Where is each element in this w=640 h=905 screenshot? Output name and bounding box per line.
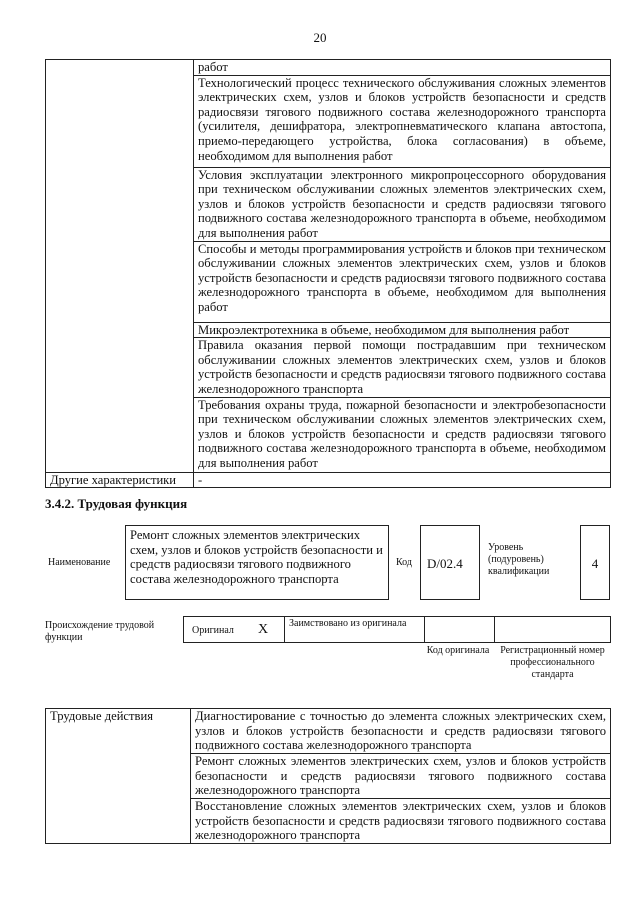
orig-code-caption: Код оригинала [426, 645, 490, 656]
reg-number-caption: Регистрационный номер профессионального стандарта [500, 645, 605, 680]
origin-box [183, 616, 611, 643]
table-row [46, 709, 611, 754]
actions-label: Трудовые действия [46, 709, 191, 844]
row-text: Восстановление сложных элементов электрических схем, узлов и блоков устройств безопасности и средств радиосвязи тягового подвижного состава железнодорожного транспорта [191, 799, 611, 844]
row-text: Диагностирование с точностью до элемента сложных электрических схем, узлов и блоков устройств безопасности и средств радиосвязи тягового подвижного состава железнодорожного транспорта [191, 709, 611, 754]
row-text: Способы и методы программирования устройств и блоков при техническом обслуживании сложных элементов электрических схем, узлов и блоков устройств безопасности и средств радиосвязи тягового подвижного состава железнодорожного транспорта в объеме, необходимом для выполнения работ [194, 241, 611, 322]
original-label: Оригинал [192, 625, 234, 636]
table-row [46, 241, 611, 322]
row-label [46, 60, 194, 76]
row-text: Технологический процесс технического обслуживания сложных элементов электрических схем, узлов и блоков устройств безопасности и средств радиосвязи тягового подвижного состава железнодорожного транспорта (усилителя, дешифратора, электропневматического клапана автостопа, приемо-передающего устройства, блока согласования) в объеме, необходимом для выполнения работ [194, 75, 611, 167]
origin-label: Происхождение трудовой функции [45, 620, 155, 643]
original-mark: X [258, 622, 269, 637]
name-label: Наименование [48, 557, 111, 568]
row-text: Требования охраны труда, пожарной безопасности и электробезопасности при техническом обслуживании сложных элементов электрических схем, узлов и блоков устройств безопасности и средств радиосвязи тягового подвижного состава железнодорожного транспорта в объеме, необходимом для выполнения работ [194, 397, 611, 472]
table-row [46, 322, 611, 338]
page-number: 20 [313, 30, 327, 45]
section-heading: 3.4.2. Трудовая функция [45, 496, 188, 511]
row-text: Микроэлектротехника в объеме, необходимом для выполнения работ [194, 322, 611, 338]
row-text: Ремонт сложных элементов электрических схем, узлов и блоков устройств безопасности и средств радиосвязи тягового подвижного состава железнодорожного транспорта [191, 754, 611, 799]
borrowed-label: Заимствовано из оригинала [289, 618, 407, 629]
name-value: Ремонт сложных элементов электрических схем, узлов и блоков устройств безопасности и средств радиосвязи тягового подвижного состава железнодорожного транспорта [125, 525, 389, 600]
table-row [46, 397, 611, 472]
table-row [46, 60, 611, 76]
table-row [46, 338, 611, 397]
level-value: 4 [580, 525, 610, 600]
table-row [46, 472, 611, 488]
row-text: - [194, 472, 611, 488]
table-row [46, 75, 611, 167]
knowledge-table [45, 59, 611, 488]
code-label: Код [396, 557, 412, 568]
table-row [46, 167, 611, 241]
row-text: Правила оказания первой помощи пострадавшим при техническом обслуживании сложных элементов электрических схем, узлов и блоков устройств безопасности и средств радиосвязи тягового подвижного состава железнодорожного транспорта [194, 338, 611, 397]
actions-table [45, 708, 611, 844]
code-value: D/02.4 [420, 525, 480, 600]
level-label: Уровень (подуровень) квалификации [488, 542, 550, 577]
row-text: работ [194, 60, 611, 76]
row-text: Условия эксплуатации электронного микропроцессорного оборудования при техническом обслуживании сложных элементов электрических схем, узлов и блоков устройств безопасности и средств радиосвязи тягового подвижного состава железнодорожного транспорта в объеме, необходимом для выполнения работ [194, 167, 611, 241]
row-label: Другие характеристики [46, 472, 194, 488]
